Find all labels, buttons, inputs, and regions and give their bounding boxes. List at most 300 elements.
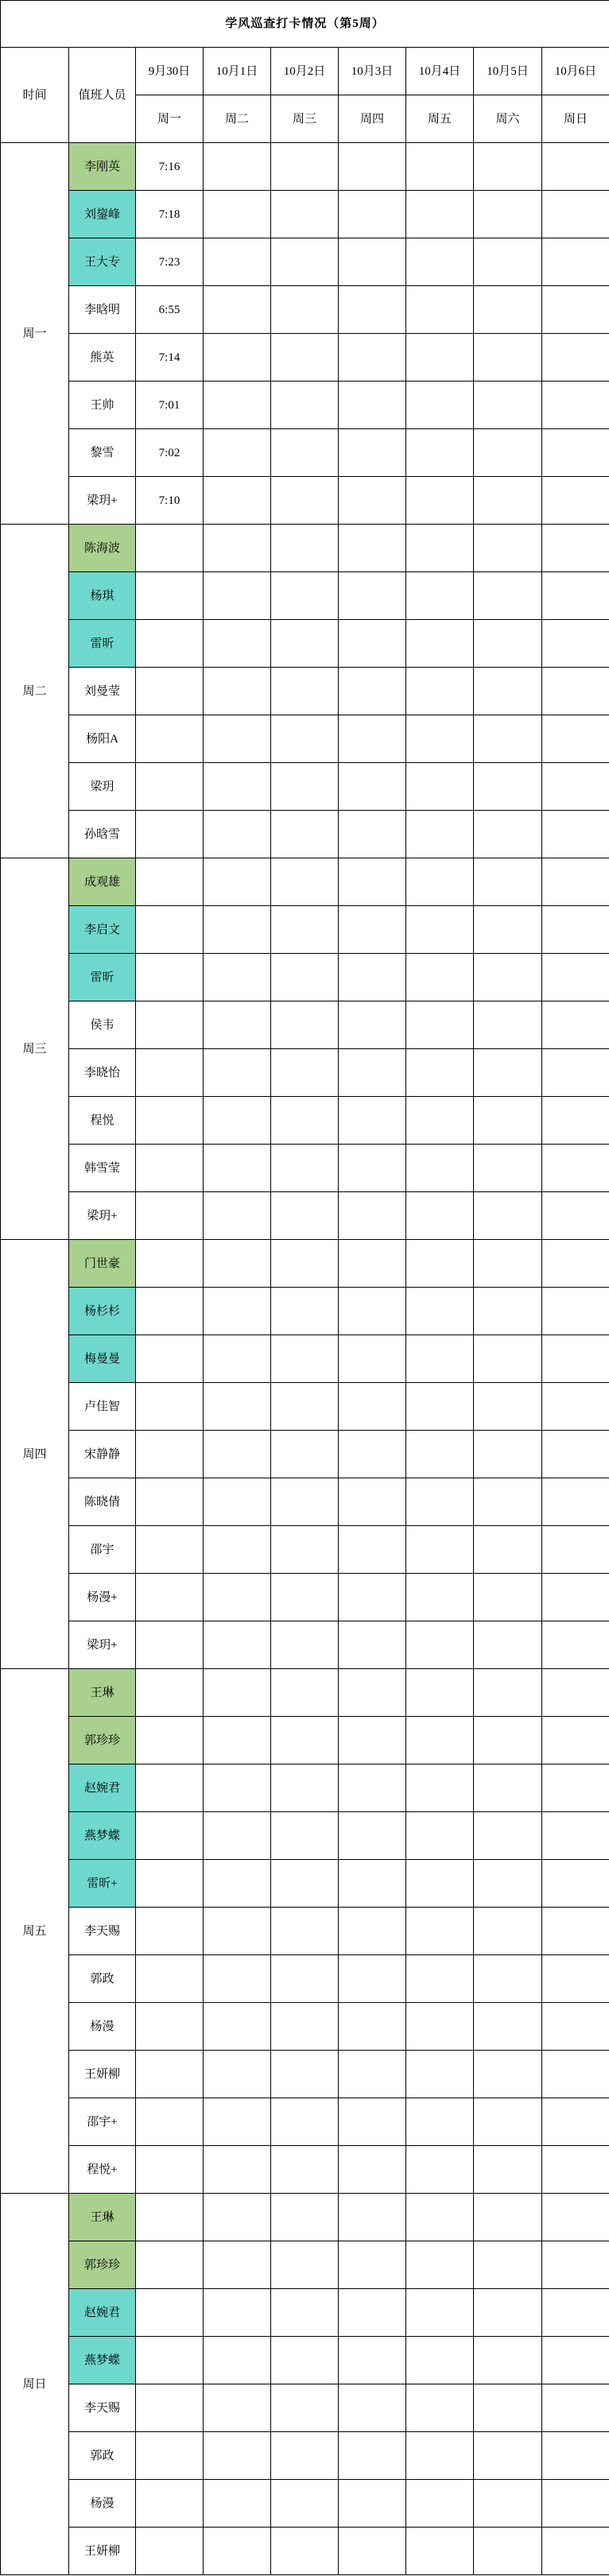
empty-checkin-cell — [271, 1240, 339, 1288]
empty-checkin-cell — [474, 191, 542, 238]
empty-checkin-cell — [271, 1049, 339, 1097]
member-name-cell: 赵婉君 — [69, 1764, 136, 1812]
empty-checkin-cell — [271, 858, 339, 906]
empty-checkin-cell — [542, 620, 609, 668]
empty-checkin-cell — [542, 238, 609, 286]
empty-checkin-cell — [406, 1001, 474, 1049]
empty-checkin-cell — [136, 1240, 204, 1288]
empty-checkin-cell — [339, 2289, 406, 2337]
empty-checkin-cell — [406, 2194, 474, 2241]
empty-checkin-cell — [474, 1001, 542, 1049]
empty-checkin-cell — [406, 811, 474, 858]
empty-checkin-cell — [406, 2146, 474, 2194]
staff-column-header: 值班人员 — [69, 48, 136, 143]
empty-checkin-cell — [136, 2003, 204, 2051]
empty-checkin-cell — [406, 1145, 474, 1192]
table-row — [1, 763, 609, 811]
member-name-cell: 卢佳智 — [69, 1383, 136, 1431]
empty-checkin-cell — [136, 811, 204, 858]
empty-checkin-cell — [204, 2384, 271, 2432]
empty-checkin-cell — [271, 1288, 339, 1335]
empty-checkin-cell — [271, 1192, 339, 1240]
empty-checkin-cell — [406, 1669, 474, 1717]
empty-checkin-cell — [339, 238, 406, 286]
empty-checkin-cell — [136, 2337, 204, 2384]
member-name-cell: 梁玥 — [69, 763, 136, 811]
empty-checkin-cell — [406, 2384, 474, 2432]
member-name-cell: 刘曼莹 — [69, 668, 136, 715]
empty-checkin-cell — [204, 477, 271, 525]
empty-checkin-cell — [406, 191, 474, 238]
empty-checkin-cell — [136, 1145, 204, 1192]
table-row — [1, 1049, 609, 1097]
checkin-time-cell: 7:10 — [136, 477, 204, 525]
member-name-cell: 李晗明 — [69, 286, 136, 334]
empty-checkin-cell — [136, 763, 204, 811]
empty-checkin-cell — [339, 1478, 406, 1526]
empty-checkin-cell — [406, 1955, 474, 2003]
member-name-cell: 熊英 — [69, 334, 136, 382]
empty-checkin-cell — [406, 1478, 474, 1526]
empty-checkin-cell — [542, 2098, 609, 2146]
empty-checkin-cell — [542, 2194, 609, 2241]
empty-checkin-cell — [474, 2480, 542, 2528]
empty-checkin-cell — [204, 334, 271, 382]
empty-checkin-cell — [339, 1335, 406, 1383]
empty-checkin-cell — [339, 2003, 406, 2051]
member-name-cell: 雷昕+ — [69, 1860, 136, 1908]
empty-checkin-cell — [339, 715, 406, 763]
empty-checkin-cell — [204, 1431, 271, 1478]
member-name-cell: 杨漫 — [69, 2003, 136, 2051]
weekday-header: 周五 — [406, 95, 474, 143]
table-row — [1, 1335, 609, 1383]
empty-checkin-cell — [204, 2051, 271, 2098]
empty-checkin-cell — [542, 1574, 609, 1621]
empty-checkin-cell — [474, 143, 542, 191]
empty-checkin-cell — [542, 1192, 609, 1240]
empty-checkin-cell — [136, 1097, 204, 1145]
empty-checkin-cell — [542, 1812, 609, 1860]
empty-checkin-cell — [204, 858, 271, 906]
empty-checkin-cell — [406, 572, 474, 620]
empty-checkin-cell — [542, 954, 609, 1001]
empty-checkin-cell — [271, 1621, 339, 1669]
empty-checkin-cell — [136, 1764, 204, 1812]
member-name-cell: 王妍柳 — [69, 2528, 136, 2575]
weekday-header: 周日 — [542, 95, 609, 143]
empty-checkin-cell — [406, 1908, 474, 1955]
member-name-cell: 邵宇+ — [69, 2098, 136, 2146]
member-name-cell: 孙晗雪 — [69, 811, 136, 858]
empty-checkin-cell — [136, 906, 204, 954]
empty-checkin-cell — [136, 954, 204, 1001]
table-row — [1, 1192, 609, 1240]
empty-checkin-cell — [406, 620, 474, 668]
table-row — [1, 286, 609, 334]
empty-checkin-cell — [271, 286, 339, 334]
empty-checkin-cell — [204, 1335, 271, 1383]
empty-checkin-cell — [542, 1669, 609, 1717]
table-row — [1, 1574, 609, 1621]
empty-checkin-cell — [271, 668, 339, 715]
empty-checkin-cell — [136, 1669, 204, 1717]
empty-checkin-cell — [339, 1001, 406, 1049]
member-name-cell: 郭珍珍 — [69, 1717, 136, 1764]
empty-checkin-cell — [339, 1145, 406, 1192]
member-name-cell: 王妍柳 — [69, 2051, 136, 2098]
empty-checkin-cell — [271, 1478, 339, 1526]
empty-checkin-cell — [542, 191, 609, 238]
empty-checkin-cell — [339, 1669, 406, 1717]
empty-checkin-cell — [271, 2384, 339, 2432]
empty-checkin-cell — [406, 1383, 474, 1431]
table-row — [1, 2003, 609, 2051]
empty-checkin-cell — [271, 2051, 339, 2098]
empty-checkin-cell — [204, 2098, 271, 2146]
empty-checkin-cell — [204, 763, 271, 811]
empty-checkin-cell — [136, 1908, 204, 1955]
empty-checkin-cell — [474, 238, 542, 286]
empty-checkin-cell — [339, 1574, 406, 1621]
empty-checkin-cell — [271, 620, 339, 668]
empty-checkin-cell — [474, 668, 542, 715]
empty-checkin-cell — [136, 1192, 204, 1240]
empty-checkin-cell — [339, 668, 406, 715]
empty-checkin-cell — [271, 334, 339, 382]
empty-checkin-cell — [474, 1240, 542, 1288]
member-name-cell: 燕梦蝶 — [69, 1812, 136, 1860]
empty-checkin-cell — [271, 1574, 339, 1621]
empty-checkin-cell — [204, 1240, 271, 1288]
empty-checkin-cell — [474, 1049, 542, 1097]
empty-checkin-cell — [204, 1764, 271, 1812]
empty-checkin-cell — [339, 1288, 406, 1335]
empty-checkin-cell — [271, 715, 339, 763]
table-row — [1, 143, 609, 191]
empty-checkin-cell — [136, 668, 204, 715]
empty-checkin-cell — [406, 2480, 474, 2528]
empty-checkin-cell — [204, 143, 271, 191]
empty-checkin-cell — [474, 1478, 542, 1526]
empty-checkin-cell — [204, 1860, 271, 1908]
empty-checkin-cell — [271, 238, 339, 286]
empty-checkin-cell — [204, 2003, 271, 2051]
empty-checkin-cell — [204, 1001, 271, 1049]
empty-checkin-cell — [136, 715, 204, 763]
empty-checkin-cell — [339, 477, 406, 525]
empty-checkin-cell — [204, 1669, 271, 1717]
empty-checkin-cell — [406, 2528, 474, 2575]
empty-checkin-cell — [406, 906, 474, 954]
member-name-cell: 陈海波 — [69, 525, 136, 572]
table-row — [1, 620, 609, 668]
empty-checkin-cell — [271, 954, 339, 1001]
empty-checkin-cell — [204, 1288, 271, 1335]
empty-checkin-cell — [474, 763, 542, 811]
member-name-cell: 王帅 — [69, 382, 136, 429]
day-label-cell: 周日 — [1, 2194, 69, 2575]
empty-checkin-cell — [542, 477, 609, 525]
empty-checkin-cell — [474, 1574, 542, 1621]
empty-checkin-cell — [406, 1335, 474, 1383]
empty-checkin-cell — [136, 1001, 204, 1049]
empty-checkin-cell — [474, 1526, 542, 1574]
table-row — [1, 2480, 609, 2528]
empty-checkin-cell — [339, 1717, 406, 1764]
table-row — [1, 334, 609, 382]
empty-checkin-cell — [542, 2003, 609, 2051]
empty-checkin-cell — [542, 811, 609, 858]
empty-checkin-cell — [204, 238, 271, 286]
empty-checkin-cell — [339, 1097, 406, 1145]
empty-checkin-cell — [339, 763, 406, 811]
empty-checkin-cell — [339, 1240, 406, 1288]
empty-checkin-cell — [542, 1335, 609, 1383]
date-header: 10月2日 — [271, 48, 339, 95]
empty-checkin-cell — [406, 2241, 474, 2289]
table-row — [1, 382, 609, 429]
member-name-cell: 韩雪莹 — [69, 1145, 136, 1192]
weekday-header: 周四 — [339, 95, 406, 143]
member-name-cell: 宋静静 — [69, 1431, 136, 1478]
table-row — [1, 1288, 609, 1335]
member-name-cell: 陈晓倩 — [69, 1478, 136, 1526]
empty-checkin-cell — [339, 2241, 406, 2289]
empty-checkin-cell — [406, 2003, 474, 2051]
empty-checkin-cell — [271, 1908, 339, 1955]
member-name-cell: 李启文 — [69, 906, 136, 954]
empty-checkin-cell — [204, 2194, 271, 2241]
empty-checkin-cell — [204, 1621, 271, 1669]
empty-checkin-cell — [204, 2289, 271, 2337]
empty-checkin-cell — [406, 429, 474, 477]
empty-checkin-cell — [136, 1955, 204, 2003]
day-label-cell: 周五 — [1, 1669, 69, 2194]
empty-checkin-cell — [542, 2289, 609, 2337]
empty-checkin-cell — [339, 1860, 406, 1908]
empty-checkin-cell — [204, 1908, 271, 1955]
empty-checkin-cell — [542, 2480, 609, 2528]
member-name-cell: 郭珍珍 — [69, 2241, 136, 2289]
page-title: 学风巡查打卡情况（第5周） — [1, 1, 609, 48]
empty-checkin-cell — [271, 906, 339, 954]
empty-checkin-cell — [136, 1812, 204, 1860]
table-row — [1, 191, 609, 238]
empty-checkin-cell — [474, 1288, 542, 1335]
empty-checkin-cell — [474, 2051, 542, 2098]
empty-checkin-cell — [271, 1717, 339, 1764]
empty-checkin-cell — [136, 2146, 204, 2194]
empty-checkin-cell — [339, 2337, 406, 2384]
empty-checkin-cell — [474, 715, 542, 763]
empty-checkin-cell — [339, 1812, 406, 1860]
member-name-cell: 杨琪 — [69, 572, 136, 620]
table-body — [1, 143, 609, 2575]
table-row — [1, 2289, 609, 2337]
member-name-cell: 梅曼曼 — [69, 1335, 136, 1383]
empty-checkin-cell — [136, 1574, 204, 1621]
empty-checkin-cell — [406, 1431, 474, 1478]
member-name-cell: 李天赐 — [69, 1908, 136, 1955]
empty-checkin-cell — [136, 1621, 204, 1669]
time-column-header: 时间 — [1, 48, 69, 143]
empty-checkin-cell — [339, 906, 406, 954]
date-header: 10月5日 — [474, 48, 542, 95]
empty-checkin-cell — [339, 382, 406, 429]
empty-checkin-cell — [204, 1955, 271, 2003]
empty-checkin-cell — [542, 1383, 609, 1431]
empty-checkin-cell — [406, 1717, 474, 1764]
member-name-cell: 杨杉杉 — [69, 1288, 136, 1335]
empty-checkin-cell — [339, 572, 406, 620]
empty-checkin-cell — [339, 2480, 406, 2528]
empty-checkin-cell — [136, 1383, 204, 1431]
empty-checkin-cell — [474, 1097, 542, 1145]
empty-checkin-cell — [406, 668, 474, 715]
empty-checkin-cell — [542, 572, 609, 620]
empty-checkin-cell — [136, 2241, 204, 2289]
member-name-cell: 燕梦蝶 — [69, 2337, 136, 2384]
empty-checkin-cell — [204, 1192, 271, 1240]
empty-checkin-cell — [474, 906, 542, 954]
empty-checkin-cell — [204, 2241, 271, 2289]
member-name-cell: 杨漫 — [69, 2480, 136, 2528]
empty-checkin-cell — [271, 2480, 339, 2528]
empty-checkin-cell — [339, 2098, 406, 2146]
empty-checkin-cell — [406, 1097, 474, 1145]
empty-checkin-cell — [406, 286, 474, 334]
member-name-cell: 李刚英 — [69, 143, 136, 191]
empty-checkin-cell — [474, 286, 542, 334]
table-row — [1, 2098, 609, 2146]
empty-checkin-cell — [204, 2146, 271, 2194]
empty-checkin-cell — [406, 2337, 474, 2384]
empty-checkin-cell — [542, 1908, 609, 1955]
empty-checkin-cell — [406, 858, 474, 906]
table-row — [1, 1669, 609, 1717]
empty-checkin-cell — [271, 1526, 339, 1574]
weekday-header: 周一 — [136, 95, 204, 143]
empty-checkin-cell — [136, 1431, 204, 1478]
table-row — [1, 2384, 609, 2432]
empty-checkin-cell — [542, 1860, 609, 1908]
empty-checkin-cell — [474, 620, 542, 668]
checkin-time-cell: 7:14 — [136, 334, 204, 382]
table-row — [1, 1860, 609, 1908]
empty-checkin-cell — [406, 1860, 474, 1908]
table-row — [1, 2241, 609, 2289]
empty-checkin-cell — [542, 2384, 609, 2432]
empty-checkin-cell — [474, 2289, 542, 2337]
empty-checkin-cell — [204, 811, 271, 858]
empty-checkin-cell — [136, 2051, 204, 2098]
empty-checkin-cell — [271, 1097, 339, 1145]
empty-checkin-cell — [204, 382, 271, 429]
empty-checkin-cell — [542, 906, 609, 954]
empty-checkin-cell — [542, 715, 609, 763]
empty-checkin-cell — [271, 2098, 339, 2146]
member-name-cell: 梁玥+ — [69, 1192, 136, 1240]
empty-checkin-cell — [542, 1717, 609, 1764]
empty-checkin-cell — [474, 2337, 542, 2384]
empty-checkin-cell — [474, 2432, 542, 2480]
empty-checkin-cell — [339, 1049, 406, 1097]
empty-checkin-cell — [474, 1860, 542, 1908]
table-row — [1, 1621, 609, 1669]
empty-checkin-cell — [271, 2528, 339, 2575]
empty-checkin-cell — [474, 1717, 542, 1764]
table-row — [1, 1001, 609, 1049]
empty-checkin-cell — [136, 2098, 204, 2146]
empty-checkin-cell — [204, 191, 271, 238]
empty-checkin-cell — [339, 334, 406, 382]
empty-checkin-cell — [542, 2528, 609, 2575]
weekday-header: 周六 — [474, 95, 542, 143]
empty-checkin-cell — [474, 334, 542, 382]
empty-checkin-cell — [271, 143, 339, 191]
table-row — [1, 572, 609, 620]
empty-checkin-cell — [271, 429, 339, 477]
empty-checkin-cell — [406, 715, 474, 763]
empty-checkin-cell — [136, 2194, 204, 2241]
empty-checkin-cell — [136, 2432, 204, 2480]
empty-checkin-cell — [406, 2432, 474, 2480]
empty-checkin-cell — [406, 334, 474, 382]
empty-checkin-cell — [136, 1717, 204, 1764]
empty-checkin-cell — [204, 906, 271, 954]
empty-checkin-cell — [474, 525, 542, 572]
empty-checkin-cell — [542, 2146, 609, 2194]
empty-checkin-cell — [406, 954, 474, 1001]
table-row — [1, 1955, 609, 2003]
empty-checkin-cell — [542, 2241, 609, 2289]
empty-checkin-cell — [271, 525, 339, 572]
empty-checkin-cell — [406, 1526, 474, 1574]
empty-checkin-cell — [271, 191, 339, 238]
empty-checkin-cell — [204, 429, 271, 477]
title-row — [1, 1, 609, 48]
empty-checkin-cell — [136, 572, 204, 620]
empty-checkin-cell — [204, 1812, 271, 1860]
empty-checkin-cell — [542, 2432, 609, 2480]
empty-checkin-cell — [542, 1288, 609, 1335]
empty-checkin-cell — [136, 2384, 204, 2432]
empty-checkin-cell — [339, 620, 406, 668]
checkin-time-cell: 7:02 — [136, 429, 204, 477]
empty-checkin-cell — [542, 2337, 609, 2384]
member-name-cell: 赵婉君 — [69, 2289, 136, 2337]
empty-checkin-cell — [406, 2289, 474, 2337]
empty-checkin-cell — [542, 286, 609, 334]
day-label-cell: 周四 — [1, 1240, 69, 1669]
empty-checkin-cell — [204, 715, 271, 763]
checkin-time-cell: 7:23 — [136, 238, 204, 286]
empty-checkin-cell — [474, 1335, 542, 1383]
empty-checkin-cell — [339, 429, 406, 477]
table-row — [1, 238, 609, 286]
empty-checkin-cell — [406, 763, 474, 811]
empty-checkin-cell — [542, 1955, 609, 2003]
weekday-header: 周二 — [204, 95, 271, 143]
empty-checkin-cell — [542, 763, 609, 811]
empty-checkin-cell — [406, 143, 474, 191]
day-label-cell: 周二 — [1, 525, 69, 858]
table-row — [1, 2051, 609, 2098]
date-header: 9月30日 — [136, 48, 204, 95]
table-row — [1, 1240, 609, 1288]
empty-checkin-cell — [204, 1717, 271, 1764]
